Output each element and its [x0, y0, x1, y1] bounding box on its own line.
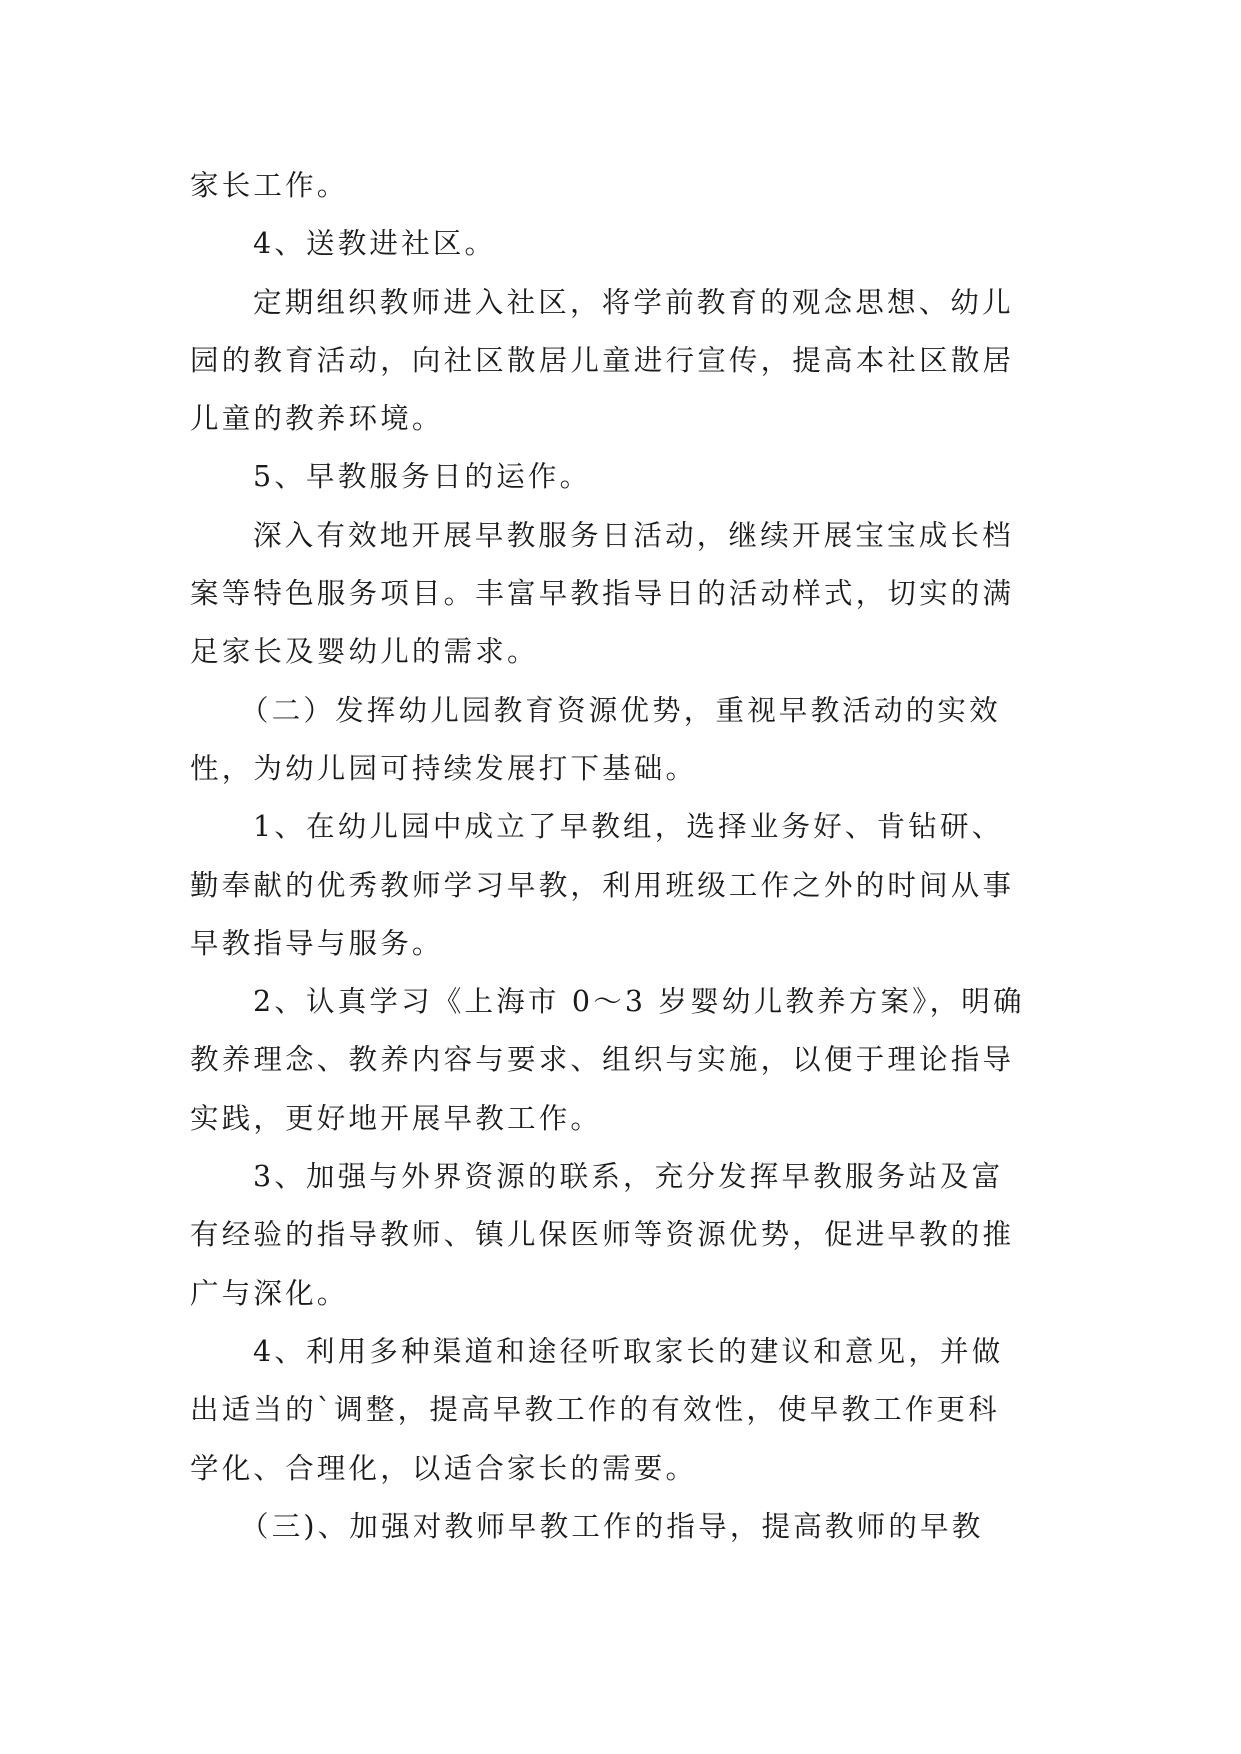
paragraph-line: 3、加强与外界资源的联系，充分发挥早教服务站及富	[253, 1160, 1004, 1194]
paragraph-line: 1、在幼儿园中成立了早教组，选择业务好、肯钻研、	[253, 810, 1004, 844]
paragraph-line: 儿童的教养环境。	[190, 402, 444, 436]
paragraph-line: 有经验的指导教师、镇儿保医师等资源优势，促进早教的推	[190, 1218, 1015, 1252]
section-heading: （三)、加强对教师早教工作的指导，提高教师的早教	[240, 1509, 984, 1543]
list-item-heading: 4、送教进社区。	[253, 227, 497, 261]
list-item-heading: 5、早教服务日的运作。	[253, 460, 592, 494]
paragraph-line: 4、利用多种渠道和途径听取家长的建议和意见，并做	[253, 1334, 1004, 1368]
paragraph-line: 案等特色服务项目。丰富早教指导日的活动样式，切实的满	[190, 577, 1015, 611]
section-heading: （二）发挥幼儿园教育资源优势，重视早教活动的实效	[240, 693, 1001, 727]
paragraph-line: 深入有效地开展早教服务日活动，继续开展宝宝成长档	[253, 518, 1014, 552]
paragraph-line: 实践，更好地开展早教工作。	[190, 1101, 603, 1135]
paragraph-line: 园的教育活动，向社区散居儿童进行宣传，提高本社区散居	[190, 343, 1015, 377]
paragraph-line: 早教指导与服务。	[190, 926, 444, 960]
paragraph-line: 学化、合理化，以适合家长的需要。	[190, 1451, 698, 1485]
paragraph-line: 2、认真学习《上海市 0～3 岁婴幼儿教养方案》，明确	[253, 985, 1025, 1019]
body-text	[190, 157, 1050, 1556]
paragraph-line: 勤奉献的优秀教师学习早教，利用班级工作之外的时间从事	[190, 868, 1015, 902]
paragraph-line: 广与深化。	[190, 1276, 349, 1310]
paragraph-line: 定期组织教师进入社区，将学前教育的观念思想、幼儿	[253, 285, 1014, 319]
section-heading-continued: 性，为幼儿园可持续发展打下基础。	[190, 751, 698, 785]
text-line: 家长工作。	[190, 169, 349, 202]
paragraph-line: 教养理念、教养内容与要求、组织与实施，以便于理论指导	[190, 1043, 1015, 1077]
paragraph-line: 出适当的`调整，提高早教工作的有效性，使早教工作更科	[190, 1393, 1000, 1427]
paragraph-line: 足家长及婴幼儿的需求。	[190, 635, 539, 669]
